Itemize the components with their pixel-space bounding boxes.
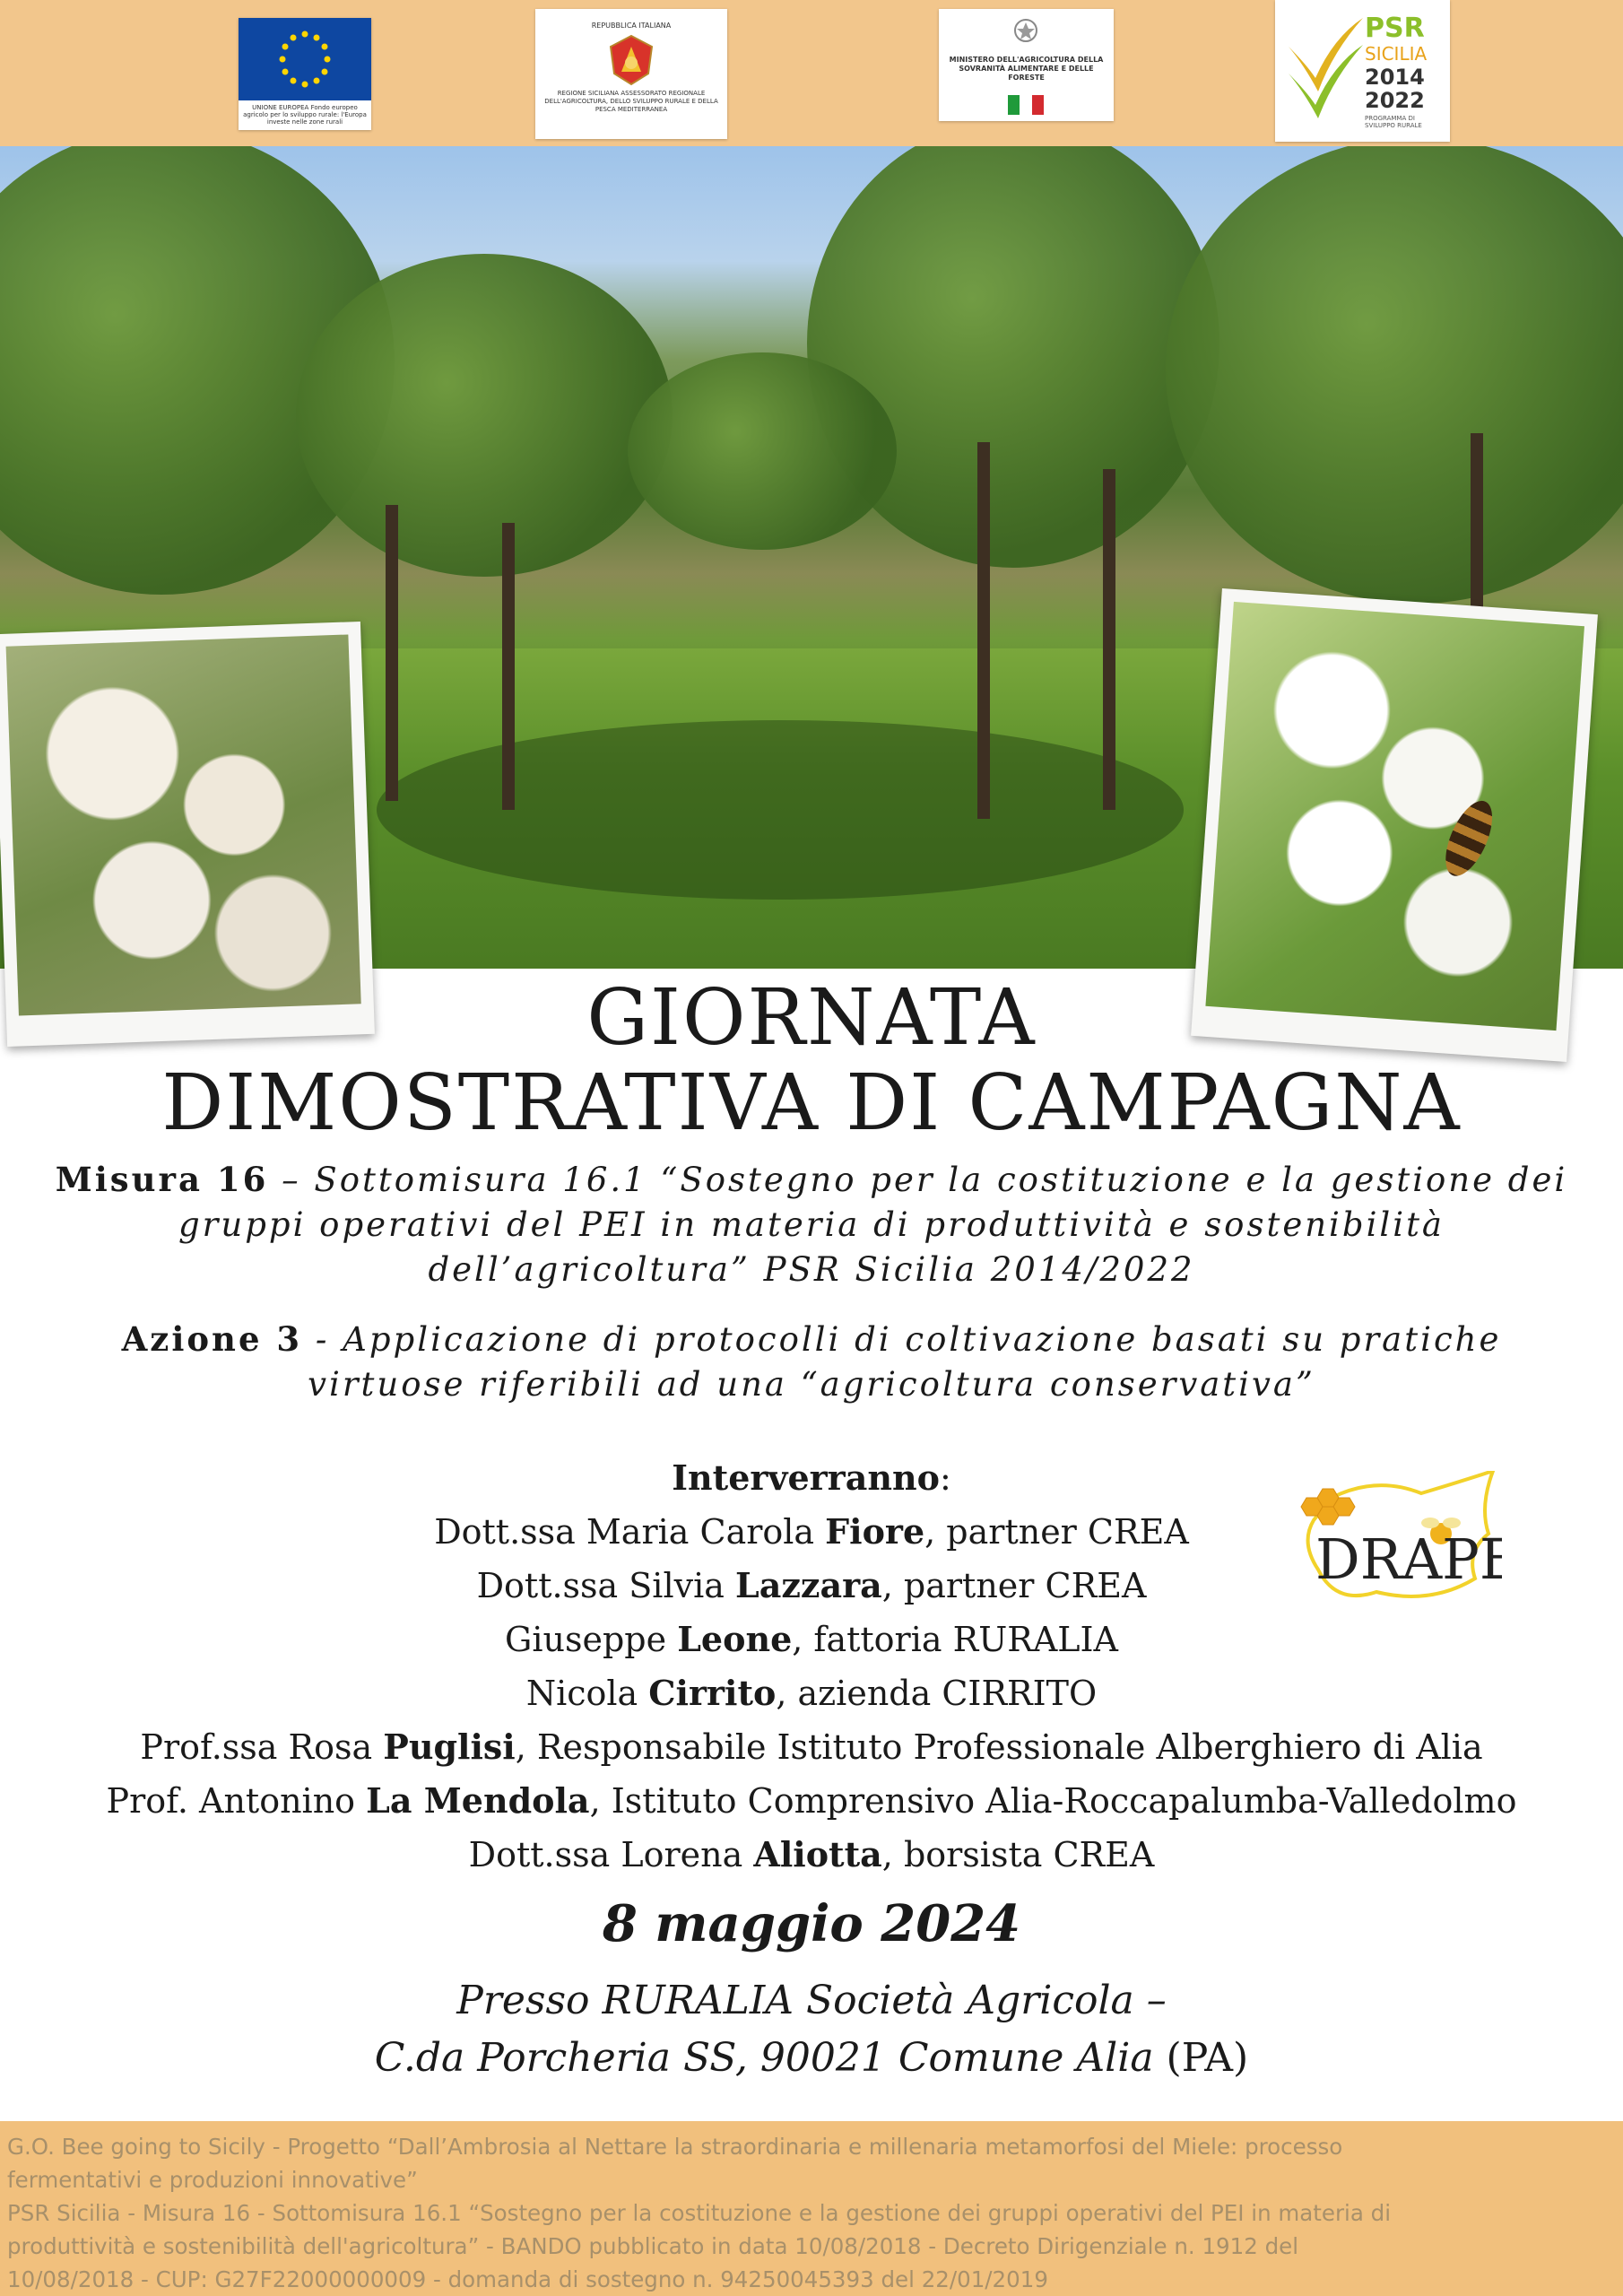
- bee-icon: [1436, 795, 1502, 883]
- tree-trunk: [977, 442, 990, 819]
- speaker-title-name: Dott.ssa Maria Carola: [434, 1512, 826, 1552]
- acacia-flowers-image: [6, 634, 361, 1015]
- speaker-surname: Lazzara: [734, 1565, 882, 1605]
- italian-flag-icon: [1008, 95, 1044, 115]
- speaker-surname: Leone: [677, 1619, 793, 1659]
- footer-line: fermentativi e produzioni innovative”: [7, 2167, 418, 2193]
- psr-year-end: 2022: [1365, 88, 1425, 113]
- misura-lead: Misura 16: [55, 1160, 269, 1199]
- speaker-surname: Puglisi: [383, 1726, 516, 1767]
- speaker-surname: Aliotta: [753, 1834, 882, 1874]
- footer-line: 10/08/2018 - CUP: G27F22000000009 - domanda di sostegno n. 94250045393 del 22/01/2019: [7, 2266, 1048, 2292]
- footer-line: PSR Sicilia - Misura 16 - Sottomisura 16.1 “Sostegno per la costituzione e la gestione dei gruppi operativi del PEI in materia di: [7, 2200, 1392, 2226]
- event-date: 8 maggio 2024: [602, 1894, 1021, 1953]
- speaker-item: [0, 1774, 1623, 1828]
- drape-logo: [1296, 1471, 1502, 1623]
- speaker-title-name: Dott.ssa Silvia: [476, 1566, 735, 1605]
- regione-logo-caption: REGIONE SICILIANA ASSESSORATO REGIONALE DELL'AGRICOLTURA, DELLO SVILUPPO RURALE E DELLA PESCA MEDITERRANEA: [544, 90, 718, 113]
- speaker-affiliation: , partner CREA: [924, 1512, 1189, 1552]
- misura-paragraph: [0, 1157, 1623, 1292]
- checkmark-leaves-icon: [1284, 11, 1365, 127]
- tree-canopy: [1166, 146, 1623, 604]
- misura-body: – Sottomisura 16.1 “Sostegno per la costituzione e la gestione dei gruppi operativi del PEI in materia di produttività e sostenibilità dell’agricoltura” PSR Sicilia 2014/2022: [178, 1161, 1568, 1289]
- page-title-line-2: DIMOSTRATIVA DI CAMPAGNA: [161, 1058, 1462, 1148]
- speaker-title-name: Nicola: [525, 1674, 649, 1713]
- psr-year-start: 2014: [1365, 65, 1425, 90]
- speaker-affiliation: , azienda CIRRITO: [776, 1674, 1098, 1713]
- eu-logo: [239, 18, 371, 130]
- speaker-affiliation: , borsista CREA: [881, 1835, 1155, 1874]
- tree-trunk: [386, 505, 398, 801]
- speaker-title-name: Prof. Antonino: [106, 1781, 367, 1821]
- speaker-title-name: Dott.ssa Lorena: [468, 1835, 754, 1874]
- venue-line-2: [0, 2031, 1623, 2086]
- speaker-title-name: Giuseppe: [505, 1620, 678, 1659]
- ministero-logo: [939, 9, 1114, 121]
- speaker-affiliation: , Istituto Comprensivo Alia-Roccapalumba-Valledolmo: [589, 1781, 1517, 1821]
- logo-band: [0, 0, 1623, 146]
- azione-paragraph: [0, 1317, 1623, 1407]
- tree-trunk: [1103, 469, 1115, 810]
- bee-on-flowers-image: [1205, 602, 1584, 1031]
- speaker-item: [0, 1666, 1623, 1720]
- eu-logo-caption: UNIONE EUROPEA Fondo europeo agricolo per lo sviluppo rurale: l'Europa investe nelle zone rurali: [243, 104, 367, 126]
- azione-body: - Applicazione di protocolli di coltivazione basati su pratiche virtuose riferibili ad una “agricoltura conservativa”: [302, 1320, 1502, 1404]
- speaker-item: [0, 1828, 1623, 1882]
- venue-line-1: Presso RURALIA Società Agricola –: [456, 1978, 1167, 2023]
- drape-logo-text: DRAPE: [1315, 1526, 1502, 1592]
- page-title-line-1: GIORNATA: [586, 973, 1037, 1063]
- regione-logo-header: REPUBBLICA ITALIANA: [591, 22, 672, 30]
- speakers-heading-label: Interverranno: [672, 1457, 940, 1498]
- venue-province: (PA): [1166, 2035, 1249, 2081]
- psr-sicilia-logo: [1275, 0, 1450, 142]
- footer-band: [0, 2121, 1623, 2296]
- tree-canopy: [296, 254, 673, 577]
- psr-title: PSR: [1365, 13, 1425, 44]
- tree-trunk: [502, 523, 515, 810]
- speaker-affiliation: , fattoria RURALIA: [792, 1620, 1118, 1659]
- psr-region: SICILIA: [1365, 43, 1428, 65]
- trinacria-icon: [609, 34, 654, 86]
- speakers-heading-colon: :: [939, 1458, 951, 1498]
- eu-flag-icon: [239, 18, 371, 100]
- regione-siciliana-logo: [535, 9, 727, 139]
- speaker-affiliation: , Responsabile Istituto Professionale Alberghiero di Alia: [515, 1727, 1483, 1767]
- speaker-title-name: Prof.ssa Rosa: [140, 1727, 384, 1767]
- tree-canopy: [628, 352, 897, 550]
- speaker-surname: La Mendola: [366, 1780, 590, 1821]
- speaker-item: [0, 1720, 1623, 1774]
- italian-emblem-icon: [1012, 16, 1039, 48]
- footer-line: produttività e sostenibilità dell'agricoltura” - BANDO pubblicato in data 10/08/2018 - Decreto Dirigenziale n. 1912 del: [7, 2233, 1299, 2259]
- speaker-affiliation: , partner CREA: [881, 1566, 1147, 1605]
- psr-subtitle: PROGRAMMA DI SVILUPPO RURALE: [1365, 115, 1422, 129]
- honeycomb-sicily-icon: [1296, 1471, 1502, 1623]
- footer-line: G.O. Bee going to Sicily - Progetto “Dall’Ambrosia al Nettare la straordinaria e millenaria metamorfosi del Miele: processo: [7, 2134, 1343, 2160]
- ministero-logo-caption: MINISTERO DELL'AGRICOLTURA DELLA SOVRANITÀ ALIMENTARE E DELLE FORESTE: [949, 56, 1104, 82]
- venue-address: C.da Porcheria SS, 90021 Comune Alia: [374, 2035, 1167, 2081]
- azione-lead: Azione 3: [121, 1319, 303, 1359]
- speaker-surname: Fiore: [825, 1511, 925, 1552]
- tree-shadow: [377, 720, 1184, 900]
- speaker-surname: Cirrito: [648, 1673, 777, 1713]
